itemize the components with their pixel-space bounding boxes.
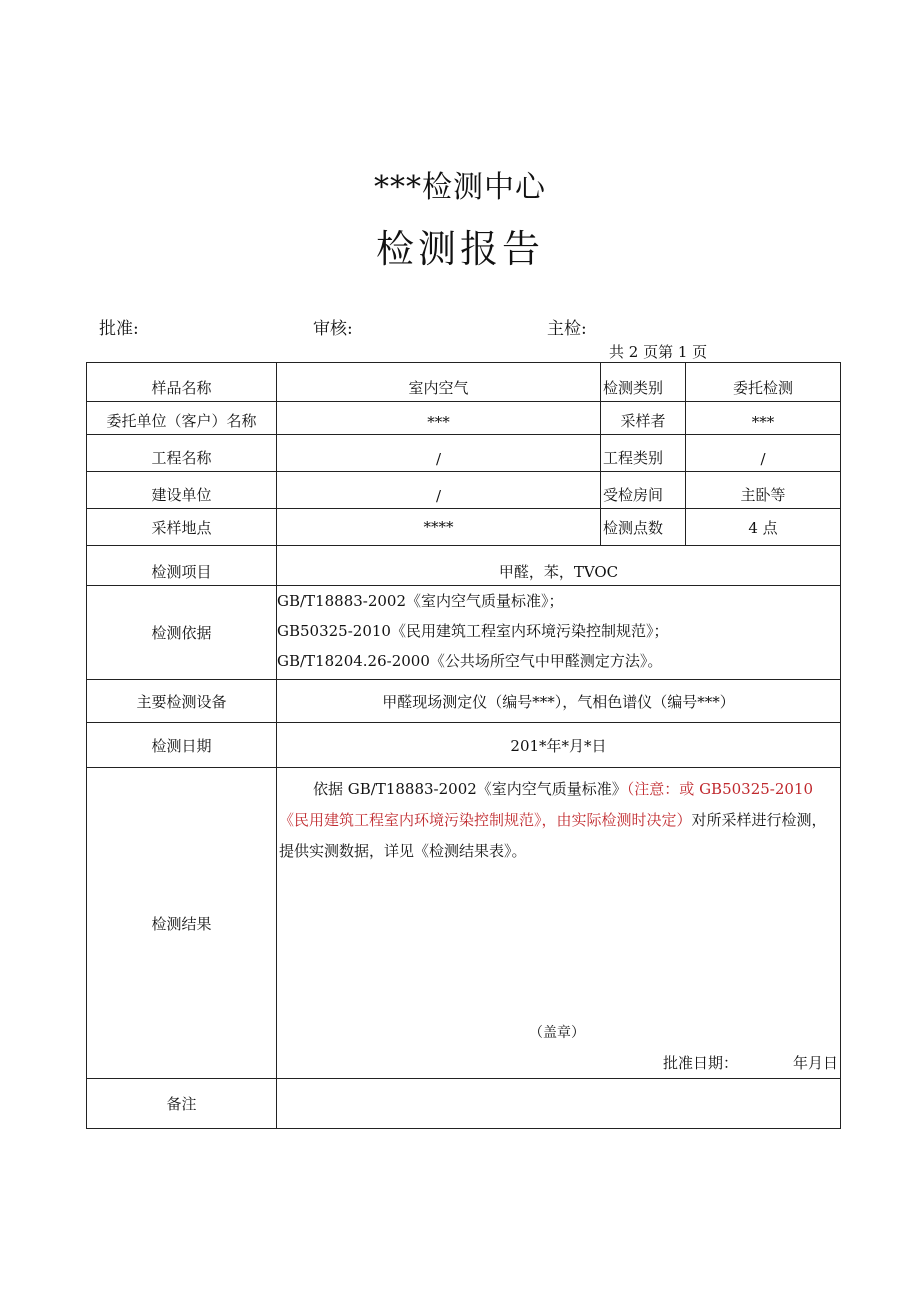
test-date-value: 201*年*月*日 [277,723,841,768]
table-row [87,723,841,768]
sampler-label: 采样者 [601,402,686,435]
table-row [87,546,841,586]
organization-title: ***检测中心 [374,170,546,205]
result-note: （注意：或 GB50325-2010《民用建筑工程室内环境污染控制规范》，由实际检测时决定） [279,780,814,829]
project-type-value: / [686,435,841,472]
sample-name-value: 室内空气 [277,363,601,402]
result-text-part2: 对所采样进行检测，提供实测数据，详见《检测结果表》。 [279,811,827,860]
test-type-label: 检测类别 [601,363,686,402]
basis-standard-3: GB/T18204.26-2000《公共场所空气中甲醛测定方法》。 [277,652,663,670]
table-row [87,402,841,435]
review-signature-label: 审核: [313,319,353,339]
equipment-value: 甲醛现场测定仪（编号***），气相色谱仪（编号***） [277,680,841,723]
test-items-value: 甲醛，苯，TVOC [277,546,841,586]
approve-date-suffix: 年月日 [792,1054,838,1072]
result-paragraph [277,768,840,867]
basis-value [277,586,841,680]
client-label: 委托单位（客户）名称 [87,402,277,435]
table-row [87,509,841,546]
points-label: 检测点数 [601,509,686,546]
table-row [87,680,841,723]
result-value [277,768,841,1079]
table-row [87,363,841,402]
site-value: **** [277,509,601,546]
approve-date-label: 批准日期： [663,1054,739,1072]
room-value: 主卧等 [686,472,841,509]
seal-label: （盖章） [529,1025,585,1041]
result-label: 检测结果 [87,768,277,1079]
sample-name-label: 样品名称 [87,363,277,402]
equipment-label: 主要检测设备 [87,680,277,723]
project-name-value: / [277,435,601,472]
remarks-label: 备注 [87,1079,277,1129]
builder-value: / [277,472,601,509]
site-label: 采样地点 [87,509,277,546]
room-label: 受检房间 [601,472,686,509]
table-row [87,435,841,472]
page-count: 共 2 页第 1 页 [609,343,708,361]
table-row [87,1079,841,1129]
test-type-value: 委托检测 [686,363,841,402]
table-row [87,586,841,680]
project-name-label: 工程名称 [87,435,277,472]
client-value: *** [277,402,601,435]
report-title: 检测报告 [375,227,544,271]
table-row [87,768,841,1079]
test-date-label: 检测日期 [87,723,277,768]
remarks-value [277,1079,841,1129]
basis-label: 检测依据 [87,586,277,680]
builder-label: 建设单位 [87,472,277,509]
approve-signature-label: 批准: [99,319,139,339]
test-items-label: 检测项目 [87,546,277,586]
project-type-label: 工程类别 [601,435,686,472]
inspector-signature-label: 主检: [547,319,587,339]
basis-standard-1: GB/T18883-2002《室内空气质量标准》； [277,592,564,610]
sampler-value: *** [686,402,841,435]
result-text-part1: 依据 GB/T18883-2002《室内空气质量标准》 [313,780,627,798]
points-value: 4 点 [686,509,841,546]
basis-standard-2: GB50325-2010《民用建筑工程室内环境污染控制规范》； [277,622,669,640]
table-row [87,472,841,509]
report-table [86,362,841,1129]
